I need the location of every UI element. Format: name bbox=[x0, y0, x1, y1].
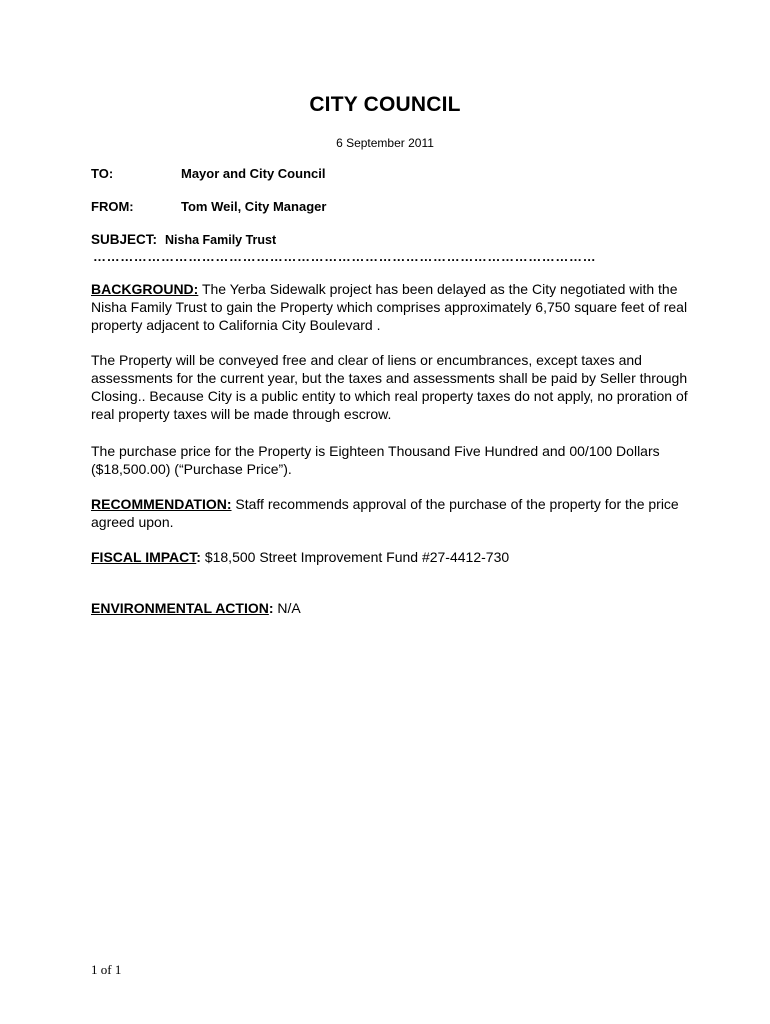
fiscal-impact-heading: FISCAL IMPACT bbox=[91, 549, 197, 565]
background-text: The Yerba Sidewalk project has been delayed as the City negotiated with the Nisha Family Trust to gain the Property which comprises approximately 6,750 square feet of real property adjacent to California City Boulevard . bbox=[91, 281, 688, 333]
fiscal-impact-colon: : bbox=[196, 549, 201, 565]
to-label: TO: bbox=[91, 166, 114, 181]
environmental-action-colon: : bbox=[268, 600, 274, 616]
recommendation-paragraph bbox=[91, 495, 703, 531]
document-title: CITY COUNCIL bbox=[309, 93, 461, 116]
subject-label: SUBJECT: bbox=[91, 232, 158, 247]
from-label: FROM: bbox=[91, 199, 134, 214]
from-value: Tom Weil, City Manager bbox=[181, 199, 327, 214]
environmental-action-heading: ENVIRONMENTAL ACTION bbox=[91, 600, 269, 616]
subject-value: Nisha Family Trust bbox=[165, 233, 277, 247]
recommendation-heading: RECOMMENDATION: bbox=[91, 496, 232, 512]
environmental-action-paragraph bbox=[91, 599, 703, 617]
price-paragraph: The purchase price for the Property is Eighteen Thousand Five Hundred and 00/100 Dollars ($18,500.00) (“Purchase Price”). bbox=[91, 443, 660, 477]
memo-subject-row bbox=[91, 232, 276, 247]
background-paragraph bbox=[91, 280, 703, 334]
memo-to-row bbox=[91, 166, 325, 181]
to-value: Mayor and City Council bbox=[181, 166, 326, 181]
recommendation-text: Staff recommends approval of the purchase of the property for the price agreed upon. bbox=[91, 496, 679, 530]
dotted-separator: ………………………………………………………………………………………………… bbox=[93, 249, 597, 264]
page-number: 1 of 1 bbox=[91, 962, 122, 977]
memo-from-row bbox=[91, 199, 326, 214]
fiscal-impact-text: $18,500 Street Improvement Fund #27-4412-730 bbox=[200, 549, 510, 565]
background-heading: BACKGROUND: bbox=[91, 281, 199, 297]
property-paragraph: The Property will be conveyed free and clear of liens or encumbrances, except taxes and assessments for the current year, but the taxes and assessments shall be paid by Seller through Closing.. Because City is a public entity to which real property taxes do not apply, no proration of real property taxes will be made through escrow. bbox=[91, 352, 688, 422]
environmental-action-text: N/A bbox=[273, 600, 301, 616]
fiscal-impact-paragraph bbox=[91, 548, 703, 566]
document-date: 6 September 2011 bbox=[336, 136, 434, 150]
